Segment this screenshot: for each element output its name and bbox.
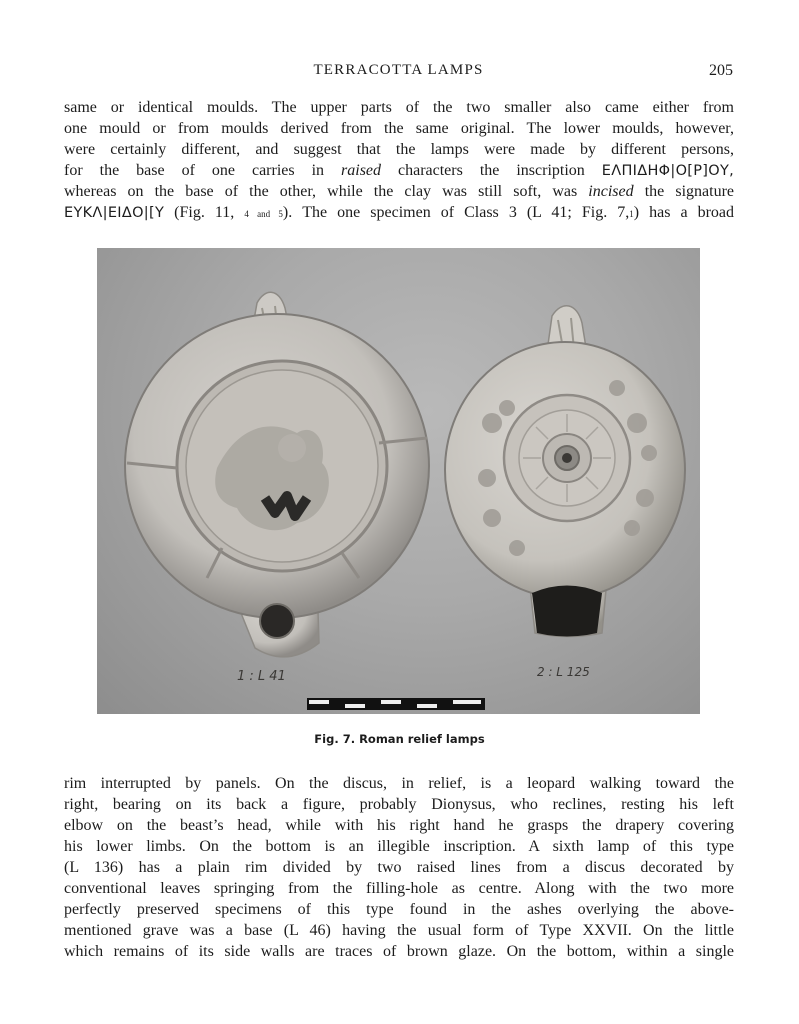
subscript: 4 and 5 xyxy=(244,209,283,219)
text-line xyxy=(64,202,734,223)
top-paragraph xyxy=(64,97,734,223)
text-line: right, bearing on its back a figure, probably Dionysus, who reclines, resting his left xyxy=(64,796,734,813)
figure-caption: Fig. 7. Roman relief lamps xyxy=(314,732,485,746)
text-line: same or identical moulds. The upper parts of the two smaller also came either from xyxy=(64,99,734,116)
italic-word: incised xyxy=(588,183,634,200)
running-head xyxy=(64,62,733,82)
text-fragment: ). The one specimen of Class 3 (L 41; Fig. 7, xyxy=(282,204,630,221)
text-line: mentioned grave was a base (L 46) having the usual form of Type XXVII. On the little xyxy=(64,922,734,939)
text-line: were certainly different, and suggest that the lamps were made by different persons, xyxy=(64,141,734,158)
text-fragment: (Fig. 11, xyxy=(174,204,235,221)
text-fragment: for the base of one carries in xyxy=(64,162,325,179)
lamp-photo-drawing xyxy=(97,248,700,714)
greek-signature: ΕΥΚΛ|ΕΙΔΟ|[Υ xyxy=(64,205,165,221)
text-line: (L 136) has a plain rim divided by two raised lines from a discus decorated by xyxy=(64,859,734,876)
lamp-1-label: 1 : L 41 xyxy=(237,669,286,684)
italic-word: raised xyxy=(341,162,382,179)
greek-inscription: ΕΛΠΙΔΗΦ|Ο[Ρ]ΟΥ, xyxy=(601,163,735,179)
scale-bar xyxy=(307,698,485,710)
text-line xyxy=(64,181,734,202)
lamp-1 xyxy=(125,292,429,657)
lamp-2 xyxy=(445,306,685,637)
text-line: rim interrupted by panels. On the discus, in relief, is a leopard walking toward the xyxy=(64,775,734,792)
text-line: perfectly preserved specimens of this type found in the ashes overlying the above- xyxy=(64,901,734,918)
text-line: conventional leaves springing from the filling-hole as centre. Along with the two more xyxy=(64,880,734,897)
text-fragment: ) has a broad xyxy=(633,204,735,221)
text-line: his lower limbs. On the bottom is an illegible inscription. A sixth lamp of this type xyxy=(64,838,734,855)
text-fragment: whereas on the base of the other, while the clay was still soft, was xyxy=(64,183,578,200)
running-title: TERRACOTTA LAMPS xyxy=(313,62,484,78)
text-line: elbow on the beast’s head, while with his right hand he grasps the drapery covering xyxy=(64,817,734,834)
subscript: 1 xyxy=(629,209,634,219)
page-number: 205 xyxy=(709,62,733,79)
text-fragment: characters the inscription xyxy=(398,162,585,179)
text-line: one mould or from moulds derived from the same original. The lower moulds, however, xyxy=(64,120,734,137)
lamp-photograph xyxy=(97,248,700,714)
bottom-paragraph xyxy=(64,773,734,962)
text-line: which remains of its side walls are traces of brown glaze. On the bottom, within a single xyxy=(64,943,734,960)
lamp-2-label: 2 : L 125 xyxy=(537,665,590,679)
text-line xyxy=(64,160,734,181)
text-fragment: the signature xyxy=(644,183,735,200)
